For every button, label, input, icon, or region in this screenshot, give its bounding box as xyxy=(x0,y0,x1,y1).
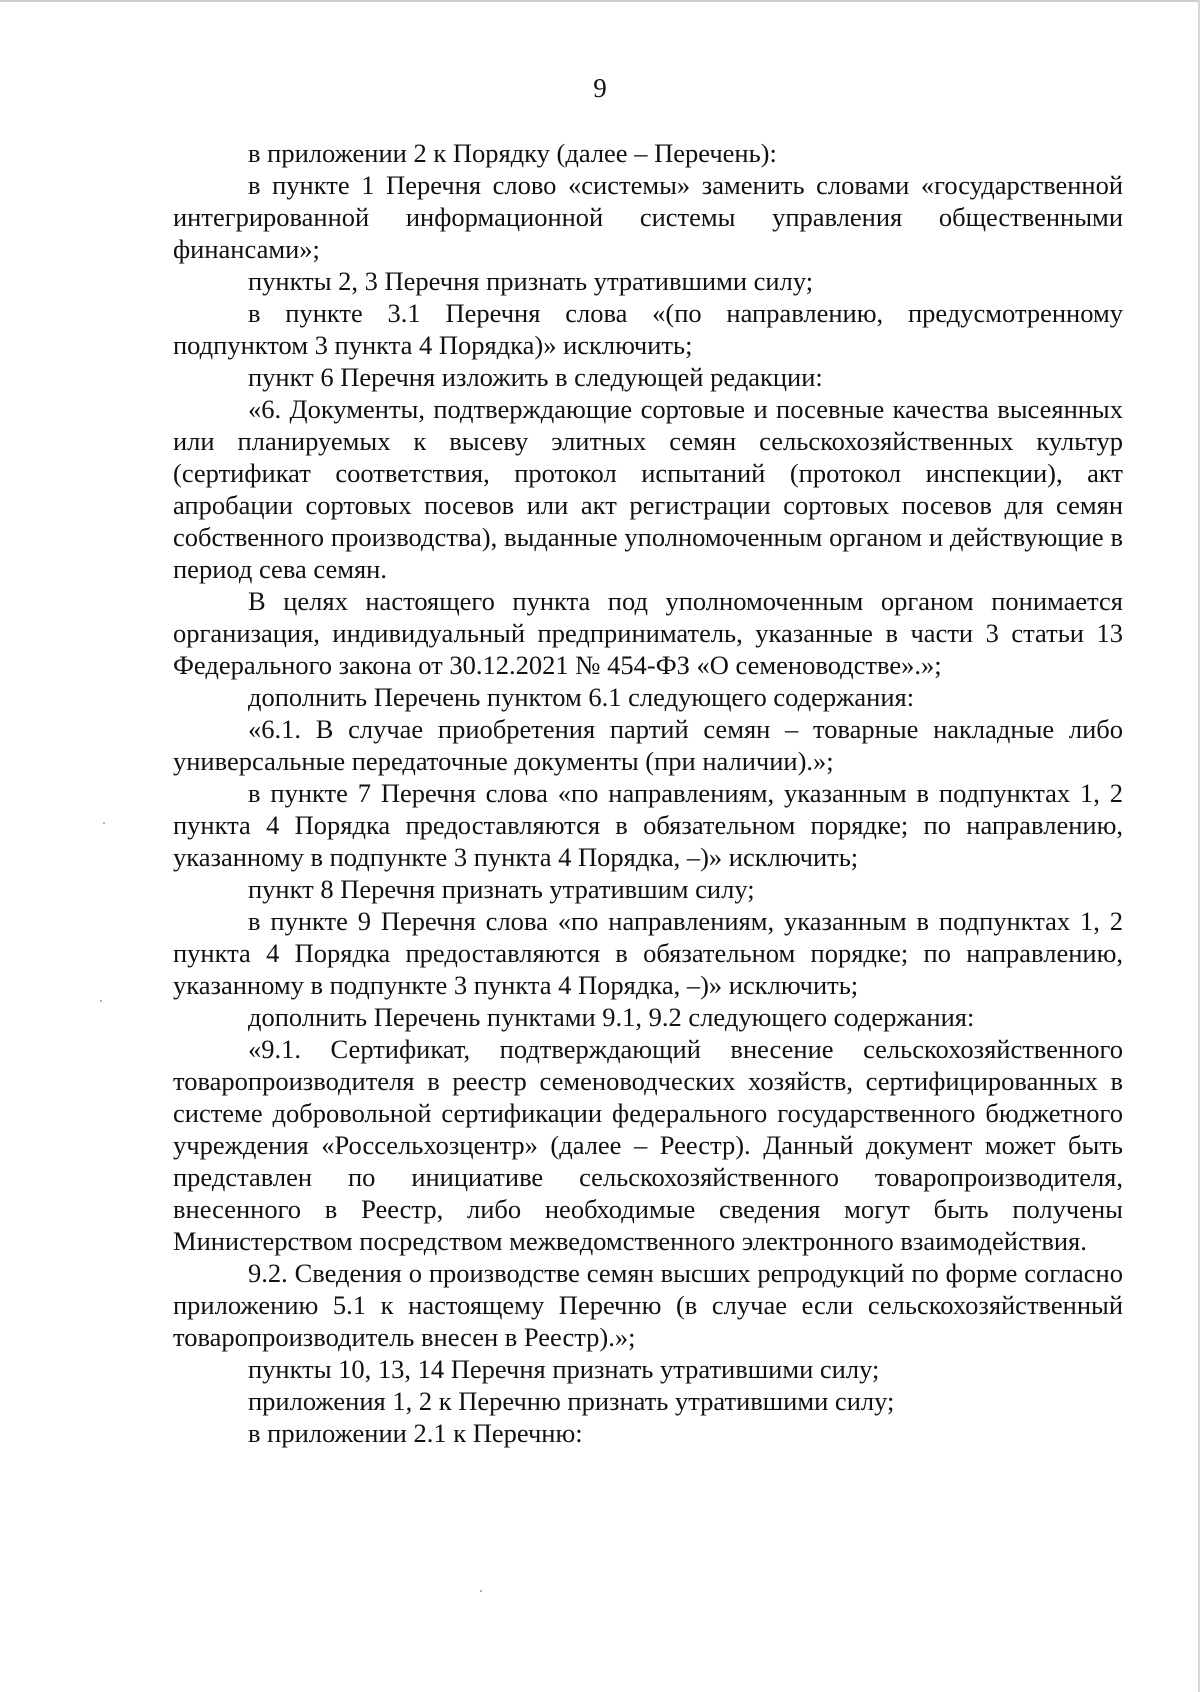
paragraph: в пункте 7 Перечня слова «по направлениям, указанным в подпунктах 1, 2 пункта 4 Порядка предоставляются в обязательном порядке; по направлению, указанному в подпункте 3 пункта 4 Порядка, –)» исключить; xyxy=(173,778,1123,872)
document-body xyxy=(173,137,1123,1449)
paragraph: в приложении 2.1 к Перечню: xyxy=(248,1418,583,1448)
paragraph: в пункте 9 Перечня слова «по направлениям, указанным в подпунктах 1, 2 пункта 4 Порядка предоставляются в обязательном порядке; по направлению, указанному в подпункте 3 пункта 4 Порядка, –)» исключить; xyxy=(173,906,1123,1000)
scan-top-edge xyxy=(0,0,1200,2)
paragraph: пункт 6 Перечня изложить в следующей редакции: xyxy=(248,362,823,392)
paragraph: дополнить Перечень пунктом 6.1 следующего содержания: xyxy=(248,682,915,712)
paragraph: «6. Документы, подтверждающие сортовые и посевные качества высеянных или планируемых к высеву элитных семян сельскохозяйственных культур (сертификат соответствия, протокол испытаний (протокол инспекции), акт апробации сортовых посевов или акт регистрации сортовых посевов для семян собственного производства), выданные уполномоченным органом и действующие в период сева семян. xyxy=(173,394,1123,584)
paragraph: пункты 2, 3 Перечня признать утратившими силу; xyxy=(248,266,814,296)
paragraph: В целях настоящего пункта под уполномоченным органом понимается организация, индивидуальный предприниматель, указанные в части 3 статьи 13 Федерального закона от 30.12.2021 № 454-ФЗ «О семеноводстве».»; xyxy=(173,586,1123,680)
paragraph: 9.2. Сведения о производстве семян высших репродукций по форме согласно приложению 5.1 к настоящему Перечню (в случае если сельскохозяйственный товаропроизводитель внесен в Реестр).»; xyxy=(173,1258,1123,1352)
paragraph: «9.1. Сертификат, подтверждающий внесение сельскохозяйственного товаропроизводителя в реестр семеноводческих хозяйств, сертифицированных в системе добровольной сертификации федерального государственного бюджетного учреждения «Россельхозцентр» (далее – Реестр). Данный документ может быть представлен по инициативе сельскохозяйственного товаропроизводителя, внесенного в Реестр, либо необходимые сведения могут быть получены Министерством посредством межведомственного электронного взаимодействия. xyxy=(173,1034,1123,1256)
paragraph: в пункте 3.1 Перечня слова «(по направлению, предусмотренному подпунктом 3 пункта 4 Порядка)» исключить; xyxy=(173,298,1123,360)
paragraph: дополнить Перечень пунктами 9.1, 9.2 следующего содержания: xyxy=(248,1002,975,1032)
paragraph: приложения 1, 2 к Перечню признать утратившими силу; xyxy=(248,1386,895,1416)
scan-speck xyxy=(480,1590,482,1592)
paragraph: «6.1. В случае приобретения партий семян – товарные накладные либо универсальные передаточные документы (при наличии).»; xyxy=(173,714,1123,776)
paragraph: пункт 8 Перечня признать утратившим силу; xyxy=(248,874,755,904)
scan-speck xyxy=(103,822,105,824)
paragraph: в приложении 2 к Порядку (далее – Перечень): xyxy=(248,138,777,168)
paragraph: пункты 10, 13, 14 Перечня признать утратившими силу; xyxy=(248,1354,880,1384)
scan-speck xyxy=(100,1000,102,1002)
page-number: 9 xyxy=(593,73,607,103)
paragraph: в пункте 1 Перечня слово «системы» заменить словами «государственной интегрированной информационной системы управления общественными финансами»; xyxy=(173,170,1123,264)
